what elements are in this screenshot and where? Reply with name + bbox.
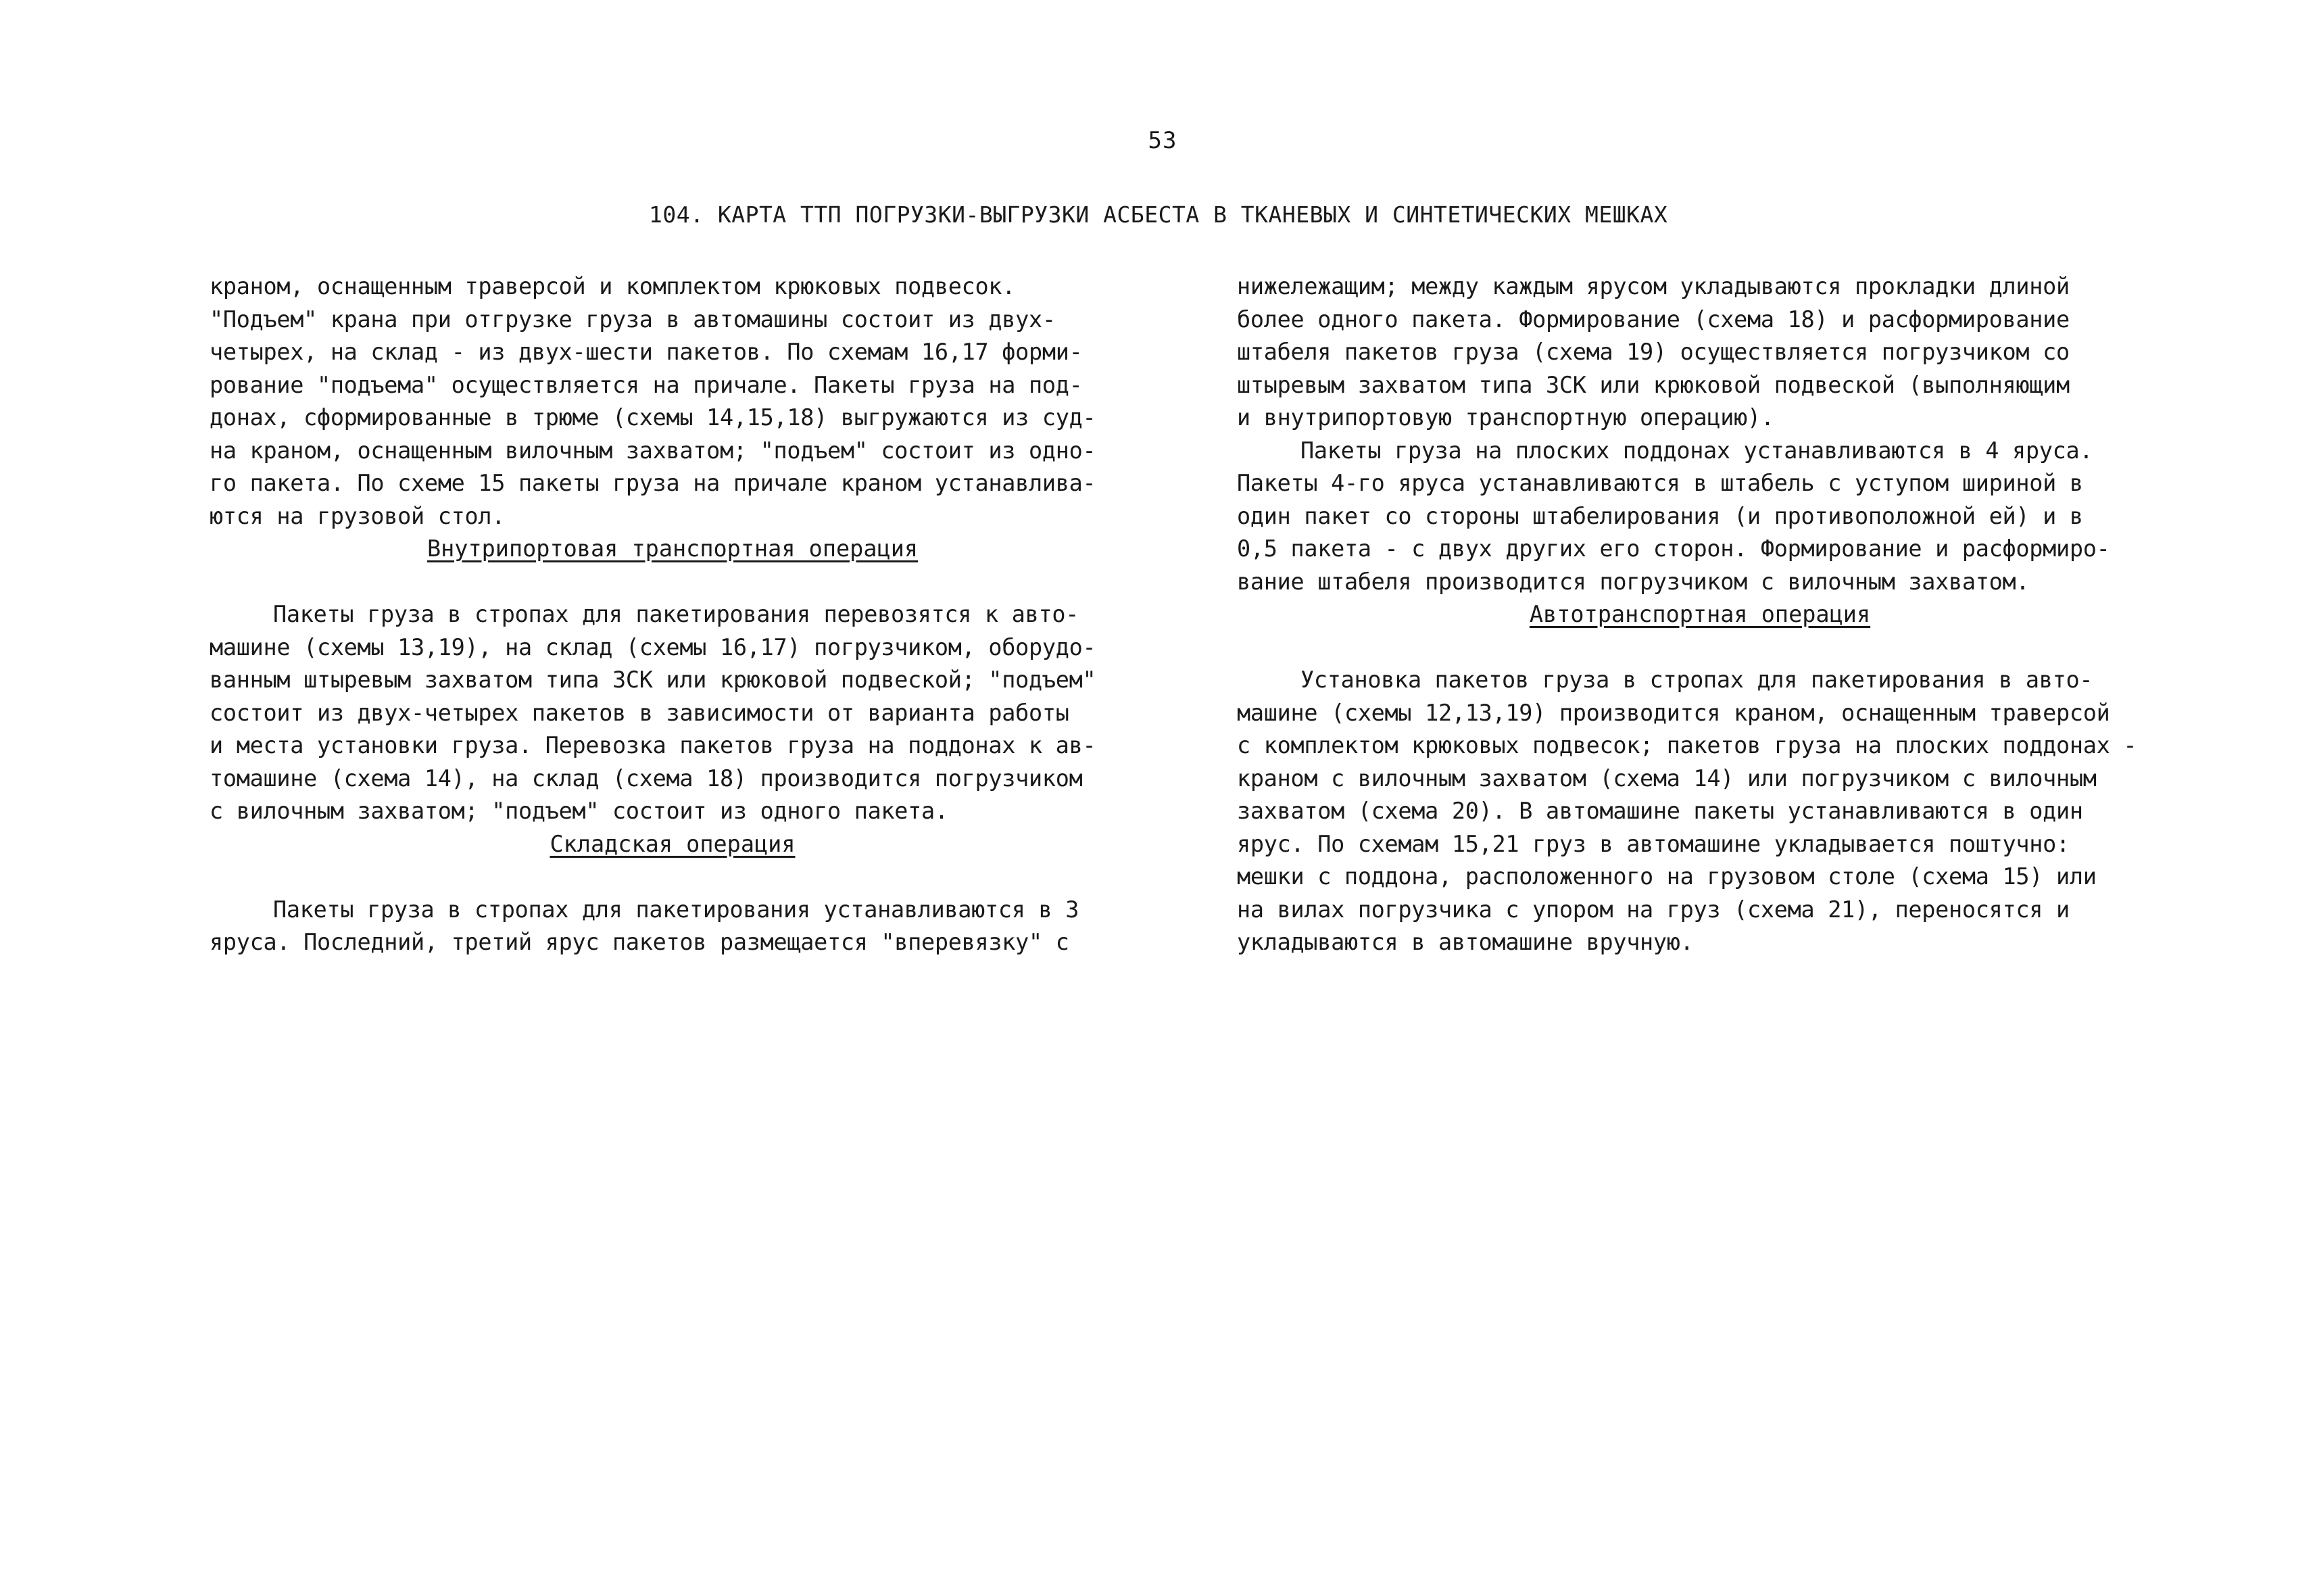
text-line: и внутрипортовую транспортную операцию). [1237, 404, 1774, 431]
text-line: машине (схемы 13,19), на склад (схемы 16,17) погрузчиком, оборудо- [210, 633, 1096, 660]
text-line: с вилочным захватом; "подъем" состоит из одного пакета. [210, 798, 948, 824]
text-line: нижележащим; между каждым ярусом укладываются прокладки длиной [1237, 273, 2070, 299]
text-line: вание штабеля производится погрузчиком с вилочным захватом. [1237, 568, 2030, 595]
text-line: го пакета. По схеме 15 пакеты груза на причале краном устанавлива- [210, 470, 1096, 496]
text-line: рование "подъема" осуществляется на причале. Пакеты груза на под- [210, 371, 1083, 398]
section-heading-warehouse: Складская операция [550, 830, 796, 857]
text-line: ярус. По схемам 15,21 груз в автомашине укладывается поштучно: [1237, 830, 2070, 857]
text-line: Установка пакетов груза в стропах для пакетирования в авто- [1300, 667, 2093, 693]
text-line: ются на грузовой стол. [210, 502, 506, 529]
right-column [1237, 270, 2163, 959]
text-line: штабеля пакетов груза (схема 19) осуществляется погрузчиком со [1237, 339, 2070, 365]
text-line: яруса. Последний, третий ярус пакетов размещается "вперевязку" с [210, 929, 1069, 955]
text-line: томашине (схема 14), на склад (схема 18) производится погрузчиком [210, 765, 1083, 792]
text-line: с комплектом крюковых подвесок; пакетов груза на плоских поддонах - [1237, 732, 2137, 758]
text-line: краном, оснащенным траверсой и комплектом крюковых подвесок. [210, 273, 1016, 299]
text-line: донах, сформированные в трюме (схемы 14,15,18) выгружаются из суд- [210, 404, 1096, 431]
text-line: Пакеты 4-го яруса устанавливаются в штабель с уступом шириной в [1237, 470, 2083, 496]
text-line: краном с вилочным захватом (схема 14) или погрузчиком с вилочным [1237, 765, 2097, 792]
text-line: машине (схемы 12,13,19) производится краном, оснащенным траверсой [1237, 699, 2110, 726]
text-line: Пакеты груза на плоских поддонах устанавливаются в 4 яруса. [1300, 437, 2093, 464]
document-title: 104. КАРТА ТТП ПОГРУЗКИ-ВЫГРУЗКИ АСБЕСТА В ТКАНЕВЫХ И СИНТЕТИЧЕСКИХ МЕШКАХ [649, 201, 1668, 228]
text-line: ванным штыревым захватом типа ЗСК или крюковой подвеской; "подъем" [210, 667, 1096, 693]
text-line: укладываются в автомашине вручную. [1237, 929, 1694, 955]
text-line: один пакет со стороны штабелирования (и противоположной ей) и в [1237, 502, 2083, 529]
left-column [210, 270, 1136, 959]
section-heading-inport-transport: Внутрипортовая транспортная операция [427, 535, 919, 562]
text-line: Пакеты груза в стропах для пакетирования устанавливаются в 3 [273, 896, 1079, 923]
text-line: "Подъем" крана при отгрузке груза в автомашины состоит из двух- [210, 306, 1056, 333]
text-line: мешки с поддона, расположенного на грузовом столе (схема 15) или [1237, 863, 2097, 890]
text-line: более одного пакета. Формирование (схема 18) и расформирование [1237, 306, 2070, 333]
text-line: четырех, на склад - из двух-шести пакетов. По схемам 16,17 форми- [210, 339, 1083, 365]
text-line: 0,5 пакета - с двух других его сторон. Формирование и расформиро- [1237, 535, 2110, 562]
page-number: 53 [1148, 127, 1177, 154]
section-heading-road-transport: Автотранспортная операция [1529, 601, 1871, 627]
text-line: штыревым захватом типа ЗСК или крюковой подвеской (выполняющим [1237, 371, 2070, 398]
text-line: на краном, оснащенным вилочным захватом; "подъем" состоит из одно- [210, 437, 1096, 464]
text-line: и места установки груза. Перевозка пакетов груза на поддонах к ав- [210, 732, 1096, 758]
text-line: Пакеты груза в стропах для пакетирования перевозятся к авто- [273, 601, 1079, 627]
text-line: состоит из двух-четырех пакетов в зависимости от варианта работы [210, 699, 1069, 726]
text-line: захватом (схема 20). В автомашине пакеты устанавливаются в один [1237, 798, 2083, 824]
text-line: на вилах погрузчика с упором на груз (схема 21), переносятся и [1237, 896, 2070, 923]
